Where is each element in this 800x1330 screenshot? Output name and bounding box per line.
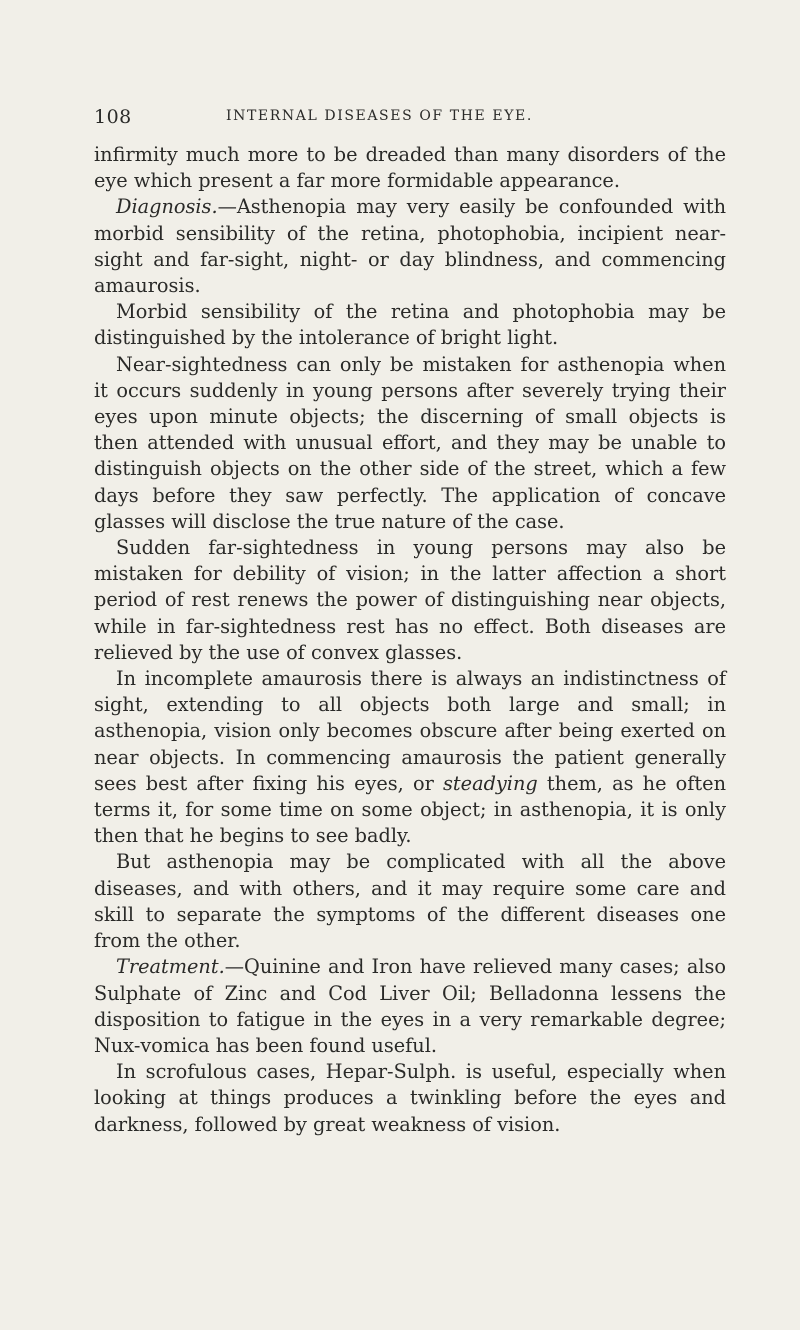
amaurosis-text-2: them, as he often terms it, for some time on some object; in asthenopia, it is only then that he begins to see badly. [94,771,727,848]
paragraph-treatment [94,954,726,1059]
running-head [94,106,724,130]
paragraph-morbid-sensibility: Morbid sensibility of the retina and photophobia may be distinguished by the intolerance of bright light. [94,300,726,350]
paragraph-near-sightedness: Near-sightedness can only be mistaken for asthenopia when it occurs suddenly in young persons after severely trying their eyes upon minute objects; the discerning of small objects is then attended with unusual effort, and they may be unable to distinguish objects on the other side of the street, which a few days before they saw perfectly. The application of concave glasses will disclose the true nature of the case. [94,352,726,533]
paragraph-diagnosis [94,194,726,299]
diagnosis-heading: Diagnosis. [116,195,218,219]
paragraph-continuation: infirmity much more to be dreaded than many disorders of the eye which present a far more formidable appearance. [94,143,726,193]
body-text [94,142,726,1138]
diagnosis-text: —Asthenopia may very easily be confounded with morbid sensibility of the retina, photophobia, incipient near-sight and far-sight, night- or day blindness, and commencing amaurosis. [94,195,726,298]
treatment-heading: Treatment. [116,955,225,979]
amaurosis-text-1: In incomplete amaurosis there is always an indistinctness of sight, extending to all objects both large and small; in asthenopia, vision only becomes obscure after being exerted on near objects. In commencing amaurosis the patient generally sees best after fixing his eyes, or [94,667,726,795]
paragraph-scrofulous: In scrofulous cases, Hepar-Sulph. is useful, especially when looking at things produces a twinkling before the eyes and darkness, followed by great weakness of vision. [94,1060,726,1136]
page-number: 108 [94,106,132,128]
paragraph-far-sightedness: Sudden far-sightedness in young persons may also be mistaken for debility of vision; in the latter affection a short period of rest renews the power of distinguishing near objects, while in far-sightedness rest has no effect. Both diseases are relieved by the use of convex glasses. [94,536,726,664]
paragraph-amaurosis [94,666,726,849]
paragraph-complications: But asthenopia may be complicated with all the above diseases, and with others, and it may require some care and skill to separate the symptoms of the different diseases one from the other. [94,850,726,953]
running-title: INTERNAL DISEASES OF THE EYE. [226,108,533,124]
treatment-text: —Quinine and Iron have relieved many cases; also Sulphate of Zinc and Cod Liver Oil; Belladonna lessens the disposition to fatigue in the eyes in a very remarkable degree; Nux-vomica has been found useful. [94,955,726,1057]
amaurosis-emphasis: steadying [443,771,538,795]
